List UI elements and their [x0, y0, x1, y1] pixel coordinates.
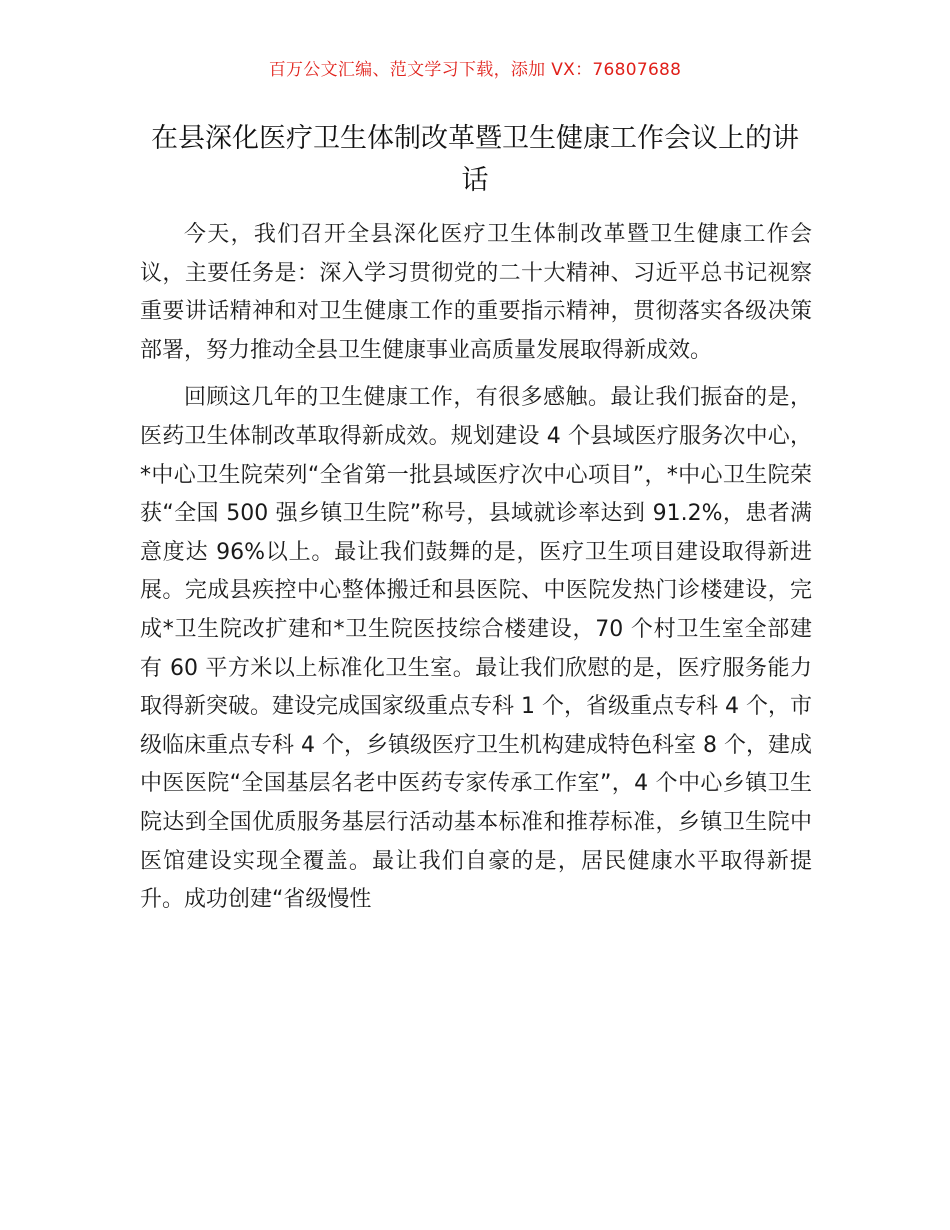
promo-banner: 百万公文汇编、范文学习下载，添加 VX：76807688 — [268, 60, 682, 80]
document-body — [140, 216, 812, 929]
paragraph-review: 回顾这几年的卫生健康工作，有很多感触。最让我们振奋的是，医药卫生体制改革取得新成效。规划建设 4 个县域医疗服务次中心，*中心卫生院荣列“全省第一批县域医疗次中心项目”，*中心卫生院荣获“全国 500 强乡镇卫生院”称号，县域就诊率达到 91.2%，患者满意度达 96%以上。最让我们鼓舞的是，医疗卫生项目建设取得新进展。完成县疾控中心整体搬迁和县医院、中医院发热门诊楼建设，完成*卫生院改扩建和*卫生院医技综合楼建设，70 个村卫生室全部建有 60 平方米以上标准化卫生室。最让我们欣慰的是，医疗服务能力取得新突破。建设完成国家级重点专科 1 个，省级重点专科 4 个，市级临床重点专科 4 个，乡镇级医疗卫生机构建成特色科室 8 个，建成中医医院“全国基层名老中医药专家传承工作室”，4 个中心乡镇卫生院达到全国优质服务基层行活动基本标准和推荐标准，乡镇卫生院中医馆建设实现全覆盖。最让我们自豪的是，居民健康水平取得新提升。成功创建“省级慢性 — [140, 385, 812, 913]
paragraph-intro: 今天，我们召开全县深化医疗卫生体制改革暨卫生健康工作会议，主要任务是：深入学习贯彻党的二十大精神、习近平总书记视察重要讲话精神和对卫生健康工作的重要指示精神，贯彻落实各级决策部署，努力推动全县卫生健康事业高质量发展取得新成效。 — [140, 222, 812, 363]
document-title: 在县深化医疗卫生体制改革暨卫生健康工作会议上的讲话 — [151, 123, 799, 196]
